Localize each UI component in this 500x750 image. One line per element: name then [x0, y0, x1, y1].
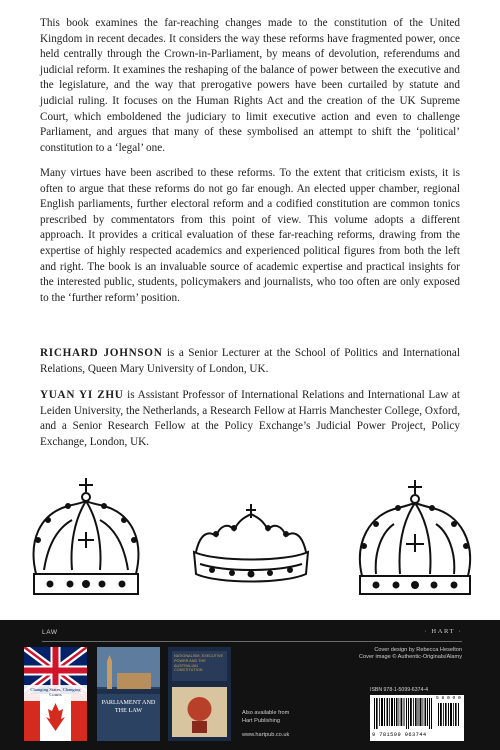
also-line-2: Hart Publishing [242, 717, 280, 724]
barcode [370, 695, 464, 741]
parliament-cover-icon [97, 647, 160, 741]
subject-label: LAW [42, 629, 58, 636]
crown-middle-icon [176, 470, 326, 610]
footer-divider [42, 641, 462, 642]
credit-design: Cover design by Rebecca Heselton [374, 647, 462, 653]
book-cover-2[interactable] [97, 647, 160, 741]
crowns-illustration [0, 470, 500, 610]
cover-1-title: Changing States, Changing Courts [30, 687, 81, 697]
crown-right-icon [340, 470, 490, 610]
author-name: YUAN YI ZHU [40, 389, 124, 401]
book-cover-1[interactable] [24, 647, 87, 741]
cover-3-title: NATIONALISM, EXECUTIVE POWER AND THE AUSTRALIAN CONSTITUTION [174, 654, 224, 673]
website-link[interactable]: www.hartpub.co.uk [242, 732, 290, 739]
blurb-paragraph-2: Many virtues have been ascribed to these reforms. To the extent that criticism exists, it is often to argue that these reforms do not go far enough. An elected upper chamber, regional English parliaments, further electoral reform and a codified constitution are common tonics prescribed by commentators from this point of view. This volume adopts a different approach. It provides a critical evaluation of these far-reaching reforms, drawing from the expertise of highly respected academics and experienced political figures from both the left and right. The book is an invaluable source of academic expertise and practical insights for the interested public, students, policymakers and journalists, who too often are only exposed to the ‘further reform’ position. [40, 167, 460, 304]
also-line-1: Also available from [242, 710, 290, 716]
barcode-digits: 9 781509 963744 [372, 732, 427, 738]
also-available [242, 710, 289, 740]
author-name: RICHARD JOHNSON [40, 347, 163, 359]
barcode-addon: 5 8 0 0 0 [436, 696, 461, 701]
credit-image: Cover image © Authentic-Originals/Alamy [359, 654, 462, 661]
crown-left-icon [14, 470, 158, 610]
author-bio-johnson [40, 346, 460, 377]
blurb-paragraph-1: This book examines the far-reaching changes made to the constitution of the United Kingdom in recent decades. It considers the way these reforms have fragmented power, once held centrally through the Crown-in-Parliament, by means of devolution, referendums and judicial reform. It examines the reshaping of the balance of power between the executive and the legislature, and the way that prerogative powers have been curtailed by statute and judicial ruling. It focuses on the Human Rights Act and the creation of the UK Supreme Court, which emboldened the judiciary to limit executive action and even to challenge Parliament, and argues that many of these symbolised an attempt to shift the ‘political’ constitution to a ‘legal’ one. [40, 17, 460, 154]
book-cover-3[interactable] [168, 647, 231, 741]
isbn-label: ISBN 978-1-5099-6374-4 [370, 687, 428, 693]
cover-credits [359, 647, 462, 662]
publisher-logo: · HART · [424, 628, 462, 635]
back-cover-footer [0, 620, 500, 750]
author-bio-text: is a Senior Lecturer at the School of Politics and International Relations, Queen Mary University of London, UK. [40, 347, 460, 375]
author-bio-text: is Assistant Professor of International Relations and International Law at Leiden University, the Netherlands, a Research Fellow at Harris Manchester College, Oxford, and a Senior Research Fellow at the Policy Exchange’s Judicial Power Project, Policy Exchange, London, UK. [40, 389, 460, 448]
author-bio-zhu [40, 388, 460, 450]
cover-2-title: PARLIAMENT AND THE LAW [101, 699, 156, 714]
